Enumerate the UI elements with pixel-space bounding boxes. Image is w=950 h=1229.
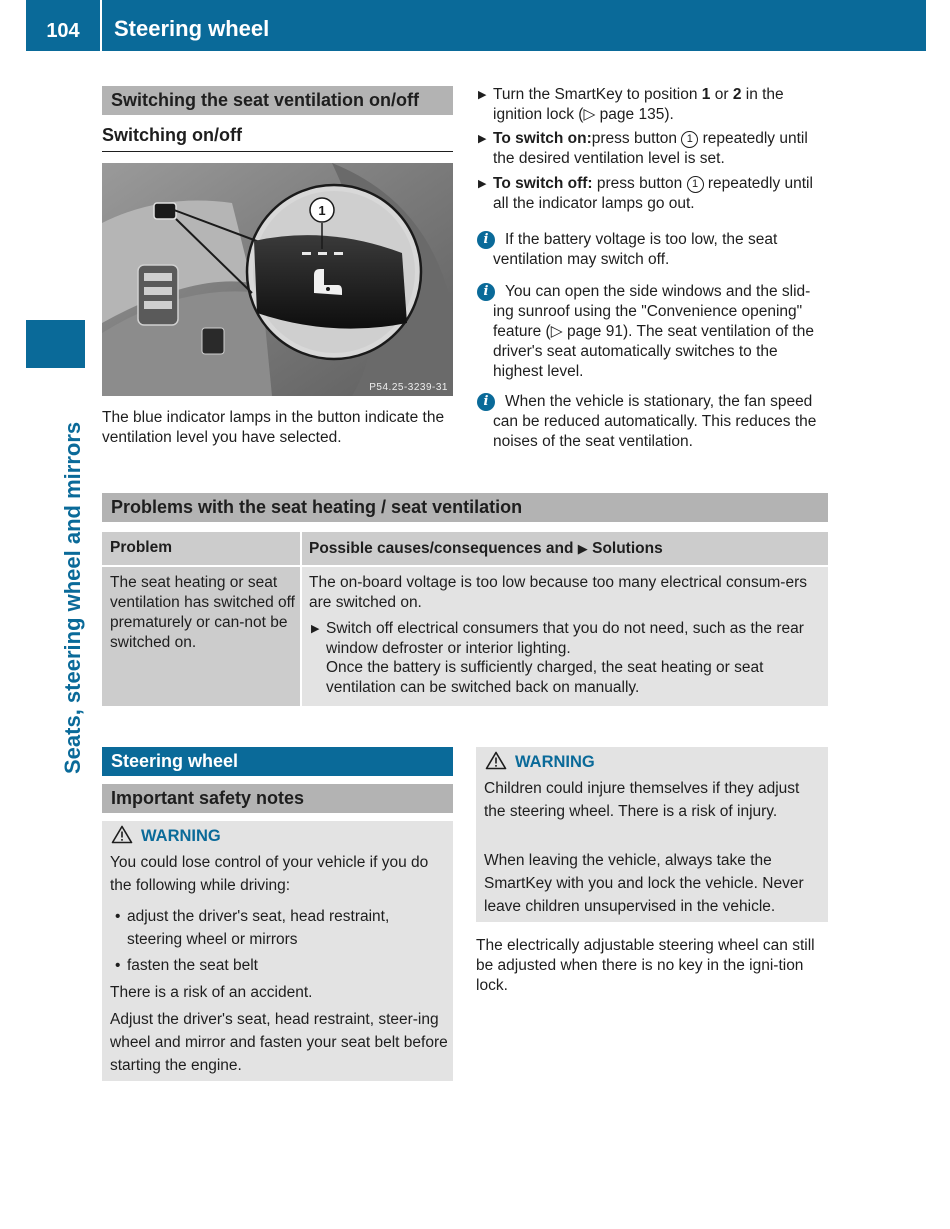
callout-number-1: 1 (318, 203, 326, 218)
page-title: Steering wheel (114, 16, 270, 41)
seat-ventilation-button-illustration (102, 163, 453, 396)
warning-triangle-icon (485, 751, 507, 770)
solution-step (309, 619, 823, 659)
cause-text: The on-board voltage is too low because too many electrical consum-ers are switched on. (309, 574, 807, 611)
image-code: P54.25-3239-31 (369, 382, 448, 393)
warning-bullet (115, 954, 445, 977)
info-note-battery (476, 230, 830, 270)
step-arrow-icon: ▶ (478, 133, 487, 145)
position-2: 2 (732, 86, 742, 103)
column-header-solutions (309, 540, 663, 558)
step-text: or (710, 86, 733, 103)
warning-panel-children (476, 747, 828, 922)
solution-arrow-icon: ▶ (577, 541, 588, 556)
step-text: press button (591, 130, 682, 147)
safety-notes-heading: Important safety notes (102, 784, 453, 813)
problems-table (102, 532, 828, 706)
info-note-fan-speed (476, 392, 830, 452)
step-text: repeatedly until the desired ventilation level is set. (493, 130, 808, 167)
problem-text: The seat heating or seat ventilation has switched off prematurely or can-not be switched on. (110, 574, 295, 651)
warning-action: Adjust the driver's seat, head restraint, steer-ing wheel and mirror and fasten your seat belt before starting the engine. (110, 1011, 448, 1074)
section-title-vertical: Seats, steering wheel and mirrors (60, 421, 85, 774)
ventilation-heading: Switching the seat ventilation on/off (102, 86, 453, 115)
warning-bullet (115, 905, 445, 951)
step-text: in the ignition lock (▷ page 135). (493, 86, 784, 123)
step-switch-on (476, 129, 830, 169)
warning-title (485, 751, 595, 772)
warning-children-text: Children could injure themselves if they adjust the steering wheel. There is a risk of injury. (484, 780, 800, 820)
warning-panel-driving (102, 821, 453, 1081)
bullet-icon: • (115, 957, 121, 974)
step-text: Turn the SmartKey to position (493, 86, 702, 103)
info-icon: i (477, 283, 495, 301)
position-1: 1 (701, 86, 711, 103)
info-icon: i (477, 231, 495, 249)
step-text: press button (592, 175, 687, 192)
info-icon: i (477, 393, 495, 411)
info-note-convenience-opening (476, 282, 830, 382)
circled-1-icon: 1 (681, 131, 698, 148)
info-text: You can open the side windows and the slid-ing sunroof using the "Convenience opening" feature (▷ page 91). The seat ventilation of the driver's seat automatically switches to the highest level. (493, 283, 814, 380)
step-label: To switch on: (493, 130, 592, 147)
step-text: repeatedly until all the indicator lamps go out. (493, 175, 813, 212)
warning-triangle-icon (111, 825, 133, 844)
page-number: 104 (46, 20, 80, 42)
warning-title (111, 825, 221, 846)
bullet-icon: • (115, 908, 121, 925)
warning-label: WARNING (515, 753, 595, 771)
door-panel-drawing (102, 163, 453, 396)
illustration-caption: The blue indicator lamps in the button indicate the ventilation level you have selected. (102, 409, 445, 446)
column-header-text: Possible causes/consequences and (309, 540, 578, 557)
solution-followup: Once the battery is sufficiently charged, the seat heating or seat ventilation can be switched back on manually. (326, 659, 764, 696)
column-header-text: Solutions (587, 540, 663, 557)
column-header-problem: Problem (110, 539, 173, 556)
section-tab-marker (26, 320, 85, 368)
solution-text: Switch off electrical consumers that you do not need, such as the rear window defroster or interior lighting. (326, 620, 804, 657)
ventilation-subheading: Switching on/off (102, 125, 242, 145)
bullet-text: fasten the seat belt (127, 957, 258, 974)
step-turn-smartkey (476, 85, 830, 125)
electric-steering-note: The electrically adjustable steering wheel can still be adjusted when there is no key in the igni-tion lock. (476, 937, 815, 994)
circled-1-icon: 1 (687, 176, 704, 193)
info-text: When the vehicle is stationary, the fan speed can be reduced automatically. This reduces the noises of the seat ventilation. (493, 393, 817, 450)
step-arrow-icon: ▶ (478, 178, 487, 190)
subheading-rule (102, 151, 453, 152)
warning-leaving-text: When leaving the vehicle, always take the SmartKey with you and lock the vehicle. Never leave children unsupervised in the vehicle. (484, 852, 804, 915)
bullet-text: adjust the driver's seat, head restraint, steering wheel or mirrors (127, 908, 390, 948)
info-text: If the battery voltage is too low, the seat ventilation may switch off. (493, 231, 778, 268)
warning-risk: There is a risk of an accident. (110, 984, 313, 1001)
problems-heading: Problems with the seat heating / seat ventilation (102, 493, 828, 522)
step-switch-off (476, 174, 830, 214)
header-divider (100, 0, 102, 51)
steering-wheel-heading: Steering wheel (102, 747, 453, 776)
warning-intro: You could lose control of your vehicle if you do the following while driving: (110, 854, 429, 894)
step-arrow-icon: ▶ (311, 623, 320, 635)
step-arrow-icon: ▶ (478, 89, 487, 101)
warning-label: WARNING (141, 827, 221, 845)
step-label: To switch off: (493, 175, 593, 192)
